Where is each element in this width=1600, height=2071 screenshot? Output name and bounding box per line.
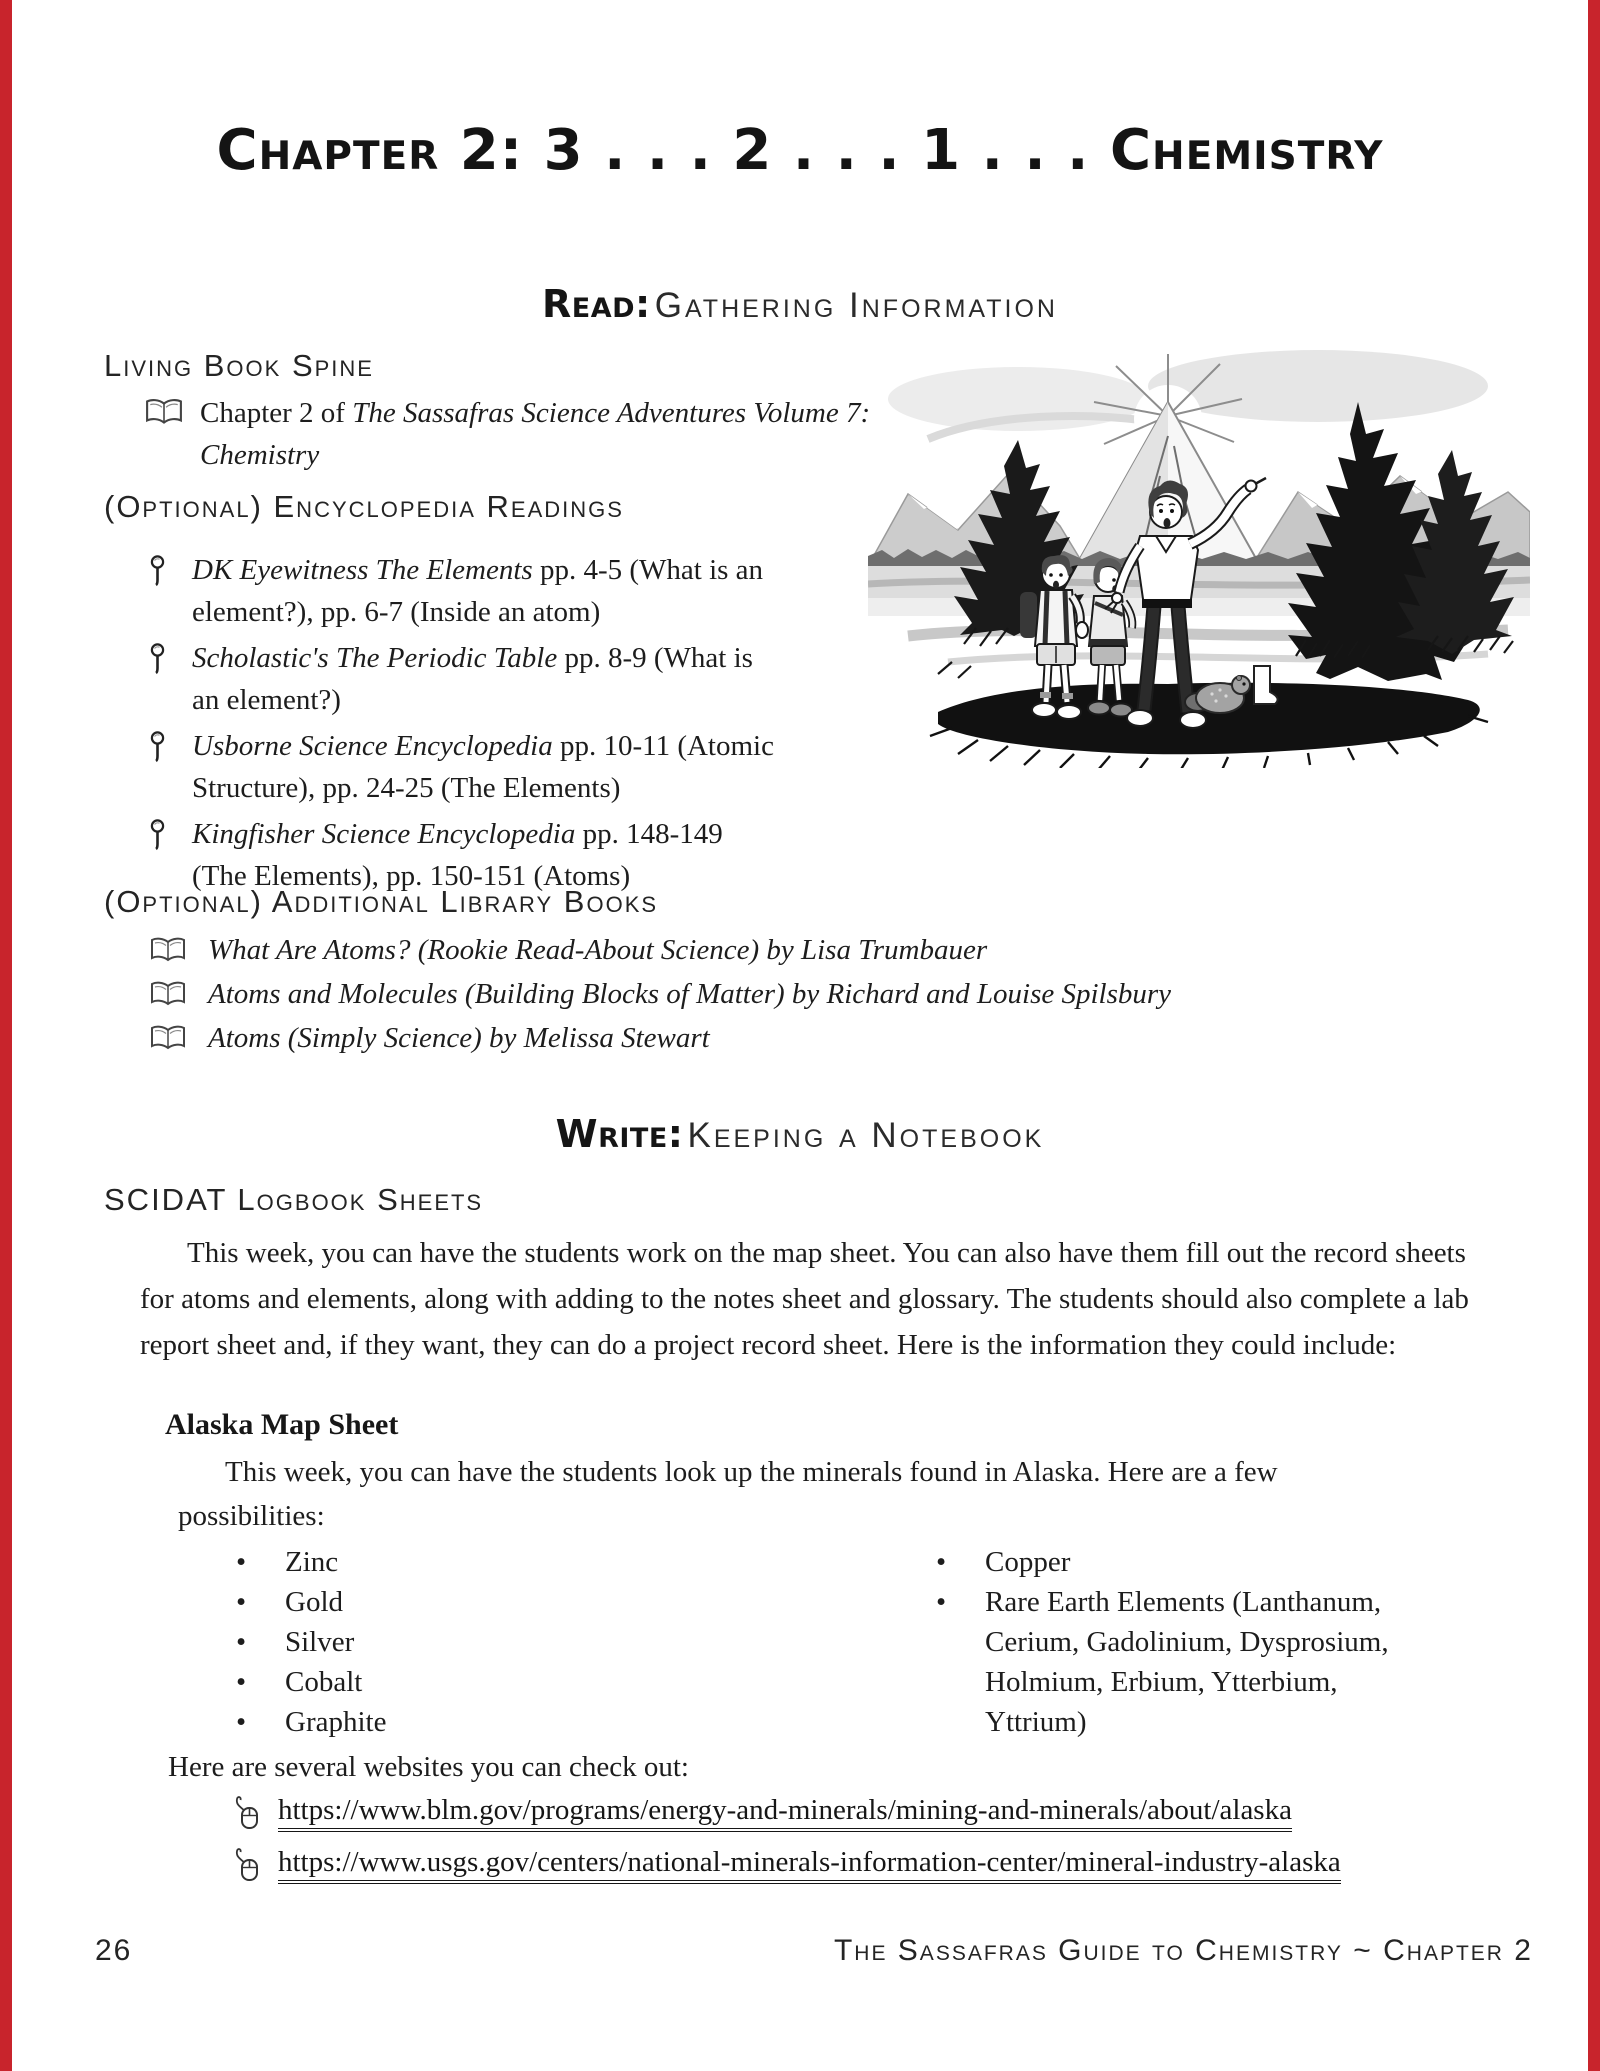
enc-item-rest: pp. 10-11 (Atomic Structure), pp. 24-25 (The Elements) xyxy=(192,730,774,804)
mineral-item: • Gold xyxy=(230,1582,610,1622)
living-book-spine-heading: Living Book Spine xyxy=(104,348,374,383)
list-item xyxy=(150,637,782,721)
magnifier-bullet-icon xyxy=(150,818,165,863)
chapter-title: Chapter 2: 3 . . . 2 . . . 1 . . . Chemistry xyxy=(216,118,1384,183)
enc-item-title: Usborne Science Encyclopedia xyxy=(192,730,553,762)
computer-mouse-icon xyxy=(228,1794,262,1835)
library-book-title: Atoms and Molecules (Building Blocks of Matter) by Richard and Louise Spilsbury xyxy=(208,978,1172,1010)
library-book-title: What Are Atoms? (Rookie Read-About Science) by Lisa Trumbauer xyxy=(208,934,988,966)
magnifier-bullet-icon xyxy=(150,730,165,775)
list-item xyxy=(145,392,905,476)
spine-item-title-line1: The Sassafras Science Adventures Volume 7: xyxy=(352,397,871,429)
read-heading-lead: Read: xyxy=(542,282,651,326)
living-book-spine-list xyxy=(145,392,905,476)
enc-item-title: Kingfisher Science Encyclopedia xyxy=(192,818,576,850)
list-item xyxy=(150,1016,1400,1060)
scidat-heading: SCIDAT Logbook Sheets xyxy=(104,1182,484,1217)
website-link-row xyxy=(228,1792,1292,1835)
list-item xyxy=(150,972,1400,1016)
websites-intro: Here are several websites you can check out: xyxy=(168,1751,689,1783)
encyclopedia-readings-list xyxy=(150,549,782,901)
magnifier-bullet-icon xyxy=(150,642,165,687)
write-heading xyxy=(0,1112,1600,1156)
enc-item-rest: pp. 4-5 (What is an element?), pp. 6-7 (Inside an atom) xyxy=(192,554,764,628)
scidat-paragraph: This week, you can have the students work on the map sheet. You can also have them fill out the record sheets for atoms and elements, along with adding to the notes sheet and glossary. The students should also complete a lab report sheet and, if they want, they can do a project record sheet. Here is the information they could include: xyxy=(140,1237,1469,1361)
alaska-paragraph: This week, you can have the students look up the minerals found in Alaska. Here are a few possibilities: xyxy=(178,1456,1278,1532)
enc-item-rest: pp. 148-149 (The Elements), pp. 150-151 (Atoms) xyxy=(192,818,723,892)
list-item xyxy=(150,928,1400,972)
list-item xyxy=(150,725,782,809)
magnifier-bullet-icon xyxy=(150,554,165,599)
website-link-row xyxy=(228,1844,1341,1887)
alaska-map-sheet-heading: Alaska Map Sheet xyxy=(165,1408,399,1441)
spine-item-title-line2: Chemistry xyxy=(200,439,320,471)
enc-item-rest: pp. 8-9 (What is an element?) xyxy=(192,642,753,716)
enc-item-title: Scholastic's The Periodic Table xyxy=(192,642,558,674)
mineral-item: • Zinc xyxy=(230,1542,610,1582)
encyclopedia-readings-heading: (Optional) Encyclopedia Readings xyxy=(104,489,624,524)
spine-item-prefix: Chapter 2 of xyxy=(200,397,353,429)
write-heading-lead: Write: xyxy=(555,1112,684,1156)
mineral-item: • Silver xyxy=(230,1622,610,1662)
minerals-list-right xyxy=(930,1542,1470,1742)
open-book-icon xyxy=(150,933,186,977)
minerals-list-left xyxy=(230,1542,610,1742)
footer-book-title: The Sassafras Guide to Chemistry ~ Chapter 2 xyxy=(833,1934,1533,1967)
open-book-icon xyxy=(150,977,186,1021)
page-number: 26 xyxy=(95,1934,133,1967)
computer-mouse-icon xyxy=(228,1846,262,1887)
open-book-icon xyxy=(145,397,183,439)
mineral-item: • Copper xyxy=(930,1542,1470,1582)
library-books-heading: (Optional) Additional Library Books xyxy=(104,884,659,919)
library-book-title: Atoms (Simply Science) by Melissa Stewart xyxy=(208,1022,710,1054)
usgs-alaska-link[interactable]: https://www.usgs.gov/centers/national-minerals-information-center/mineral-industry-alaska xyxy=(278,1844,1341,1884)
enc-item-title: DK Eyewitness The Elements xyxy=(192,554,533,586)
read-heading-rest: Gathering Information xyxy=(654,286,1058,325)
library-books-list xyxy=(150,928,1400,1060)
write-heading-rest: Keeping a Notebook xyxy=(687,1116,1045,1155)
illustration-family-in-mountains xyxy=(868,344,1530,768)
list-item xyxy=(150,549,782,633)
read-heading xyxy=(0,282,1600,326)
mineral-item: • Rare Earth Elements (Lanthanum, Cerium, Gadolinium, Dysprosium, Holmium, Erbium, Ytterbium, Yttrium) xyxy=(930,1582,1410,1742)
mineral-item: • Cobalt xyxy=(230,1662,610,1702)
open-book-icon xyxy=(150,1021,186,1065)
mineral-item: • Graphite xyxy=(230,1702,610,1742)
blm-alaska-link[interactable]: https://www.blm.gov/programs/energy-and-minerals/mining-and-minerals/about/alaska xyxy=(278,1792,1292,1832)
